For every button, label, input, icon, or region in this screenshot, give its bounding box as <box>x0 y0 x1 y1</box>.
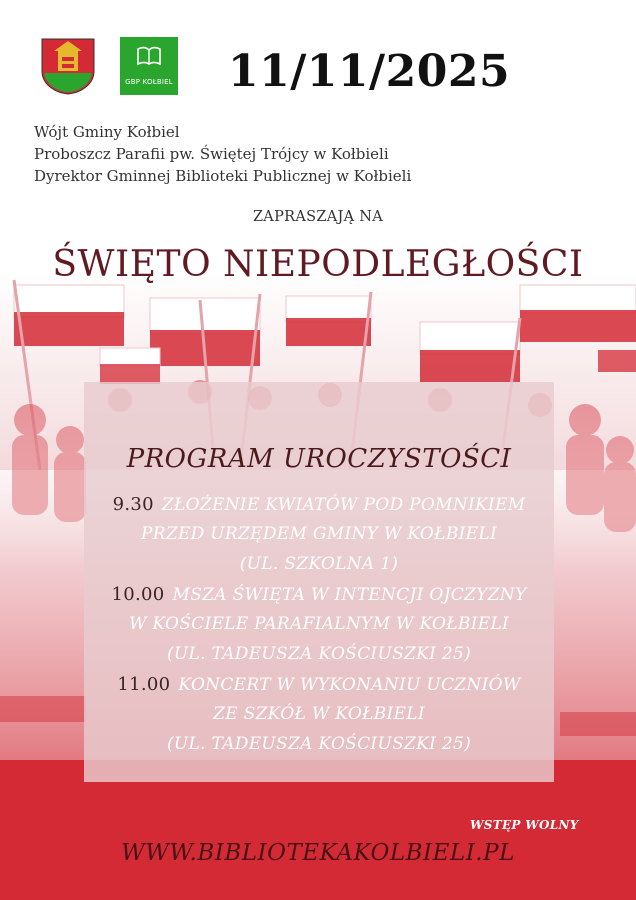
invite-text: ZAPRASZAJĄ NA <box>252 209 384 225</box>
program-item-address: (UL. TADEUSZA KOŚCIUSZKI 25) <box>166 644 472 664</box>
website-link[interactable]: WWW.BIBLIOTEKAKOLBIELI.PL <box>121 840 515 866</box>
program-item-line <box>84 494 554 515</box>
organizer-line: Wójt Gminy Kołbiel <box>34 123 180 141</box>
program-item-time: 10.00 <box>111 584 165 605</box>
program-item-text: MSZA ŚWIĘTA W INTENCJI OJCZYZNY <box>172 585 527 605</box>
organizers-list <box>34 121 411 187</box>
organizer-line: Proboszcz Parafii pw. Świętej Trójcy w Kołbieli <box>34 145 389 163</box>
program-item-time: 11.00 <box>117 674 171 695</box>
program-item-text: ZŁOŻENIE KWIATÓW POD POMNIKIEM <box>161 495 526 515</box>
free-entry-label: WSTĘP WOLNY <box>470 818 579 832</box>
program-item-line <box>84 584 554 605</box>
program-item-address: (UL. SZKOLNA 1) <box>239 554 399 574</box>
program-item-text: PRZED URZĘDEM GMINY W KOŁBIELI <box>141 524 497 544</box>
program-item-text: ZE SZKÓŁ W KOŁBIELI <box>213 704 425 724</box>
program-item-line <box>84 674 554 695</box>
program-title: PROGRAM UROCZYSTOŚCI <box>126 444 512 474</box>
main-title: ŚWIĘTO NIEPODLEGŁOŚCI <box>52 244 584 285</box>
open-book-icon <box>137 46 161 66</box>
gbp-library-logo <box>120 37 178 95</box>
organizer-line: Dyrektor Gminnej Biblioteki Publicznej w Kołbieli <box>34 167 412 185</box>
program-item-address: (UL. TADEUSZA KOŚCIUSZKI 25) <box>166 734 472 754</box>
program-item-text: W KOŚCIELE PARAFIALNYM W KOŁBIELI <box>128 614 510 634</box>
program-item-text: KONCERT W WYKONANIU UCZNIÓW <box>178 675 521 695</box>
library-logo-text: GBP KOŁBIEL <box>125 78 173 86</box>
event-date: 11/11/2025 <box>228 46 511 97</box>
kolbiel-coat-of-arms-icon <box>40 37 96 95</box>
program-item-time: 9.30 <box>112 494 154 515</box>
